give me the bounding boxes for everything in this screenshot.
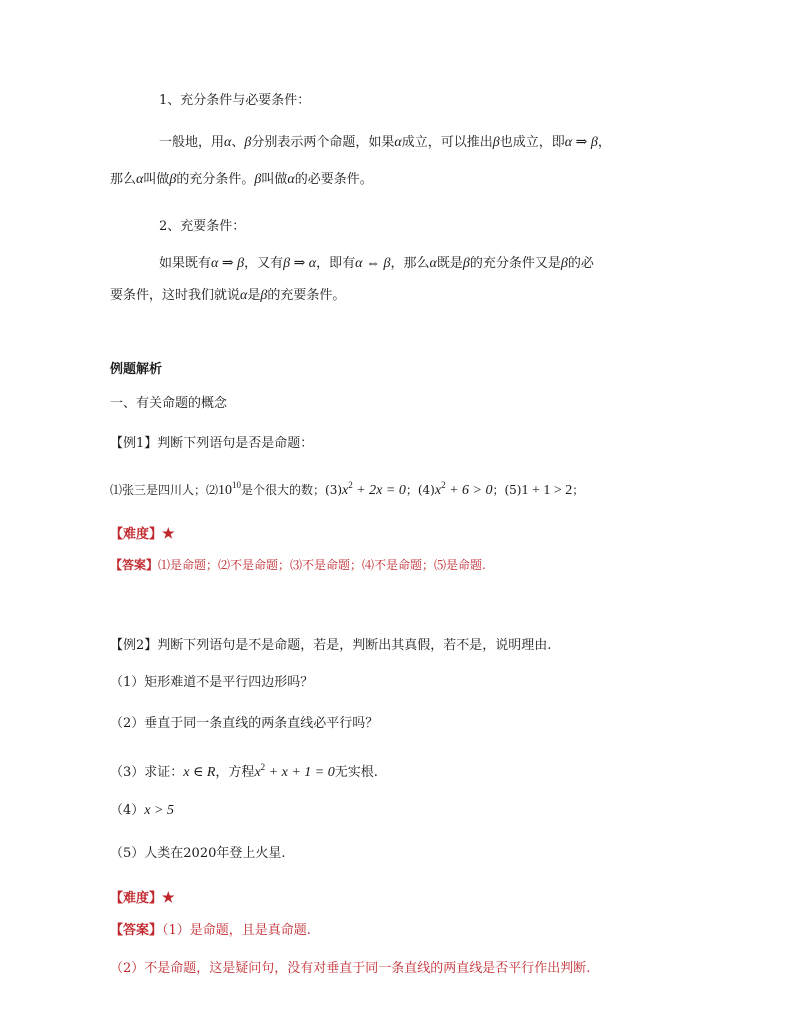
- math-ten: 10: [218, 483, 233, 498]
- example2-answer1: [110, 922, 311, 940]
- heading-sufficient-necessary: 1、充分条件与必要条件：: [159, 93, 311, 108]
- math-b-implies-a: β ⇒ α: [283, 256, 317, 271]
- answer-label: 【答案】: [110, 558, 159, 572]
- text: 分别表示两个命题，如果: [251, 135, 395, 150]
- text: ，即有: [316, 256, 356, 271]
- math-beta: β: [169, 172, 177, 187]
- text: 的必要条件。: [294, 172, 373, 187]
- example2-title: 【例2】判断下列语句是不是命题，若是，判断出其真假，若不是，说明理由.: [110, 638, 552, 653]
- example2-q2: （2）垂直于同一条直线的两条直线必平行吗？: [110, 716, 379, 731]
- math-alpha: α: [394, 135, 402, 150]
- example2-q4: [110, 802, 174, 820]
- text: 的充要条件。: [267, 288, 346, 303]
- example2-q1: （1）矩形难道不是平行四边形吗？: [110, 675, 314, 690]
- math-x: x: [434, 483, 442, 498]
- text: ，方程: [215, 765, 255, 780]
- math-x: x: [254, 765, 261, 780]
- subheading-proposition-concept: 一、有关命题的概念: [110, 396, 228, 411]
- math-exponent: 2: [348, 480, 353, 490]
- math-alpha: α: [240, 288, 248, 303]
- text: ；: [572, 483, 585, 497]
- math-equation: + 2x = 0: [352, 483, 406, 498]
- math-exponent: 2: [441, 480, 446, 490]
- example1-items: [110, 476, 584, 500]
- math-alpha: α: [429, 256, 437, 271]
- text: 叫做: [143, 172, 170, 187]
- answer-label: 【答案】: [110, 923, 163, 938]
- math-beta: β: [462, 256, 470, 271]
- text: （4）: [110, 803, 145, 818]
- math-beta: β: [244, 135, 252, 150]
- example1-answer: [110, 556, 486, 574]
- math-alpha: α: [136, 172, 144, 187]
- paragraph-definition-line1: [159, 134, 611, 152]
- text: ；(5): [492, 483, 522, 497]
- math-a-implies-b: α ⇒ β: [564, 135, 598, 150]
- text: 的充分条件又是: [469, 256, 561, 271]
- text: 既是: [436, 256, 463, 271]
- text: ⑴张三是四川人；⑵: [110, 483, 219, 497]
- text: ，又有: [244, 256, 284, 271]
- math-beta: β: [260, 288, 268, 303]
- text: 一般地，用: [159, 135, 225, 150]
- text: ；(4): [405, 483, 435, 497]
- text: 是个很大的数；(3): [241, 483, 343, 497]
- examples-title: 例题解析: [110, 362, 163, 377]
- math-x: x: [342, 483, 349, 498]
- math-beta: β: [560, 256, 568, 271]
- math-exponent: 10: [232, 480, 242, 490]
- heading-necessary-sufficient: 2、充要条件：: [159, 219, 246, 234]
- answer-text: （1）是命题，且是真命题.: [162, 923, 311, 938]
- math-x-in-R: x ∈ R: [183, 765, 216, 780]
- text: 无实根.: [334, 765, 378, 780]
- example1-difficulty: [110, 525, 175, 544]
- text: 成立，可以推出: [401, 135, 493, 150]
- text: 、: [231, 135, 245, 150]
- example2-difficulty: [110, 889, 175, 908]
- text: ，那么: [390, 256, 430, 271]
- math-alpha: α: [224, 135, 232, 150]
- paragraph-iff-line1: [159, 255, 594, 273]
- paragraph-definition-line2: [110, 171, 373, 189]
- paragraph-iff-line2: [110, 287, 345, 305]
- answer-text: ⑴是命题；⑵不是命题；⑶不是命题；⑷不是命题；⑸是命题.: [158, 558, 486, 572]
- text: 要条件，这时我们就说: [110, 288, 241, 303]
- math-beta: β: [492, 135, 500, 150]
- difficulty-label: 【难度】: [110, 891, 163, 906]
- math-inequality: 1 + 1 > 2: [521, 483, 573, 498]
- text: 那么: [110, 172, 137, 187]
- example1-title: 【例1】判断下列语句是否是命题：: [110, 436, 314, 451]
- text: 是: [247, 288, 261, 303]
- text: 的必: [567, 256, 594, 271]
- star-icon: ★: [162, 526, 175, 542]
- difficulty-label: 【难度】: [110, 527, 163, 542]
- example2-q5: （5）人类在2020年登上火星.: [110, 846, 286, 861]
- math-equation: + x + 1 = 0: [265, 765, 335, 780]
- math-alpha: α: [287, 172, 295, 187]
- text: 叫做: [261, 172, 288, 187]
- text: （3）求证：: [110, 765, 184, 780]
- text: 的充分条件。: [176, 172, 255, 187]
- example2-q3: [110, 758, 378, 782]
- example2-answer2: （2）不是命题，这是疑问句，没有对垂直于同一条直线的两直线是否平行作出判断.: [110, 961, 591, 976]
- text: 如果既有: [159, 256, 212, 271]
- math-a-implies-b: α ⇒ β: [211, 256, 245, 271]
- math-a-iff-b: α ⇔ β: [355, 256, 391, 271]
- math-inequality: x > 5: [144, 803, 174, 818]
- math-exponent: 2: [260, 762, 266, 772]
- math-inequality: + 6 > 0: [445, 483, 493, 498]
- text: 也成立，即: [499, 135, 565, 150]
- text: ，: [597, 135, 611, 150]
- math-beta: β: [254, 172, 262, 187]
- star-icon: ★: [162, 890, 175, 906]
